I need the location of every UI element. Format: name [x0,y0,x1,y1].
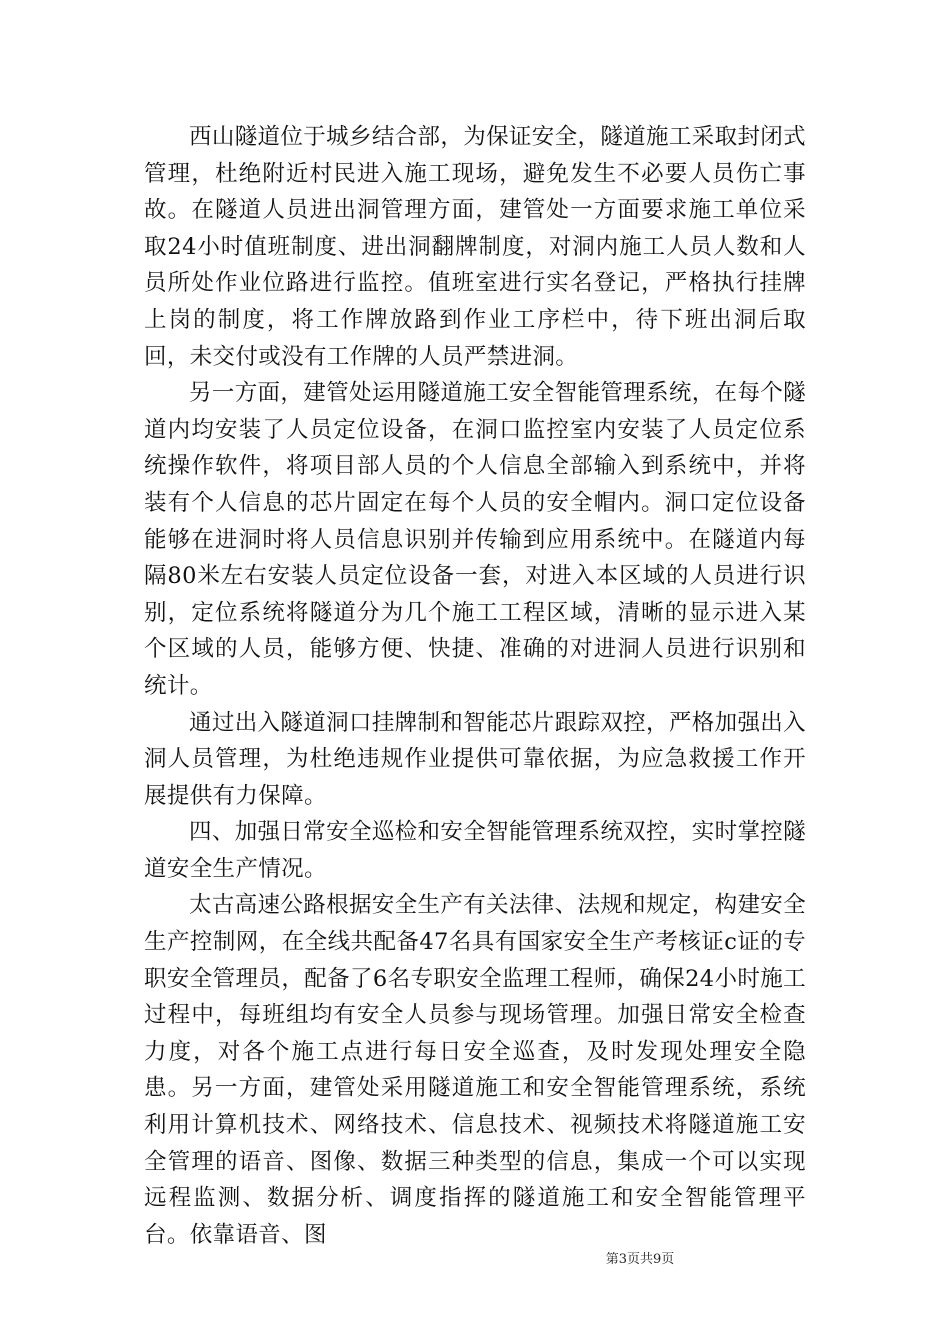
page-number: 第3页共9页 [605,1252,675,1267]
paragraph-1: 西山隧道位于城乡结合部，为保证安全，隧道施工采取封闭式管理，杜绝附近村民进入施工现场，避免发生不必要人员伤亡事故。在隧道人员进出洞管理方面，建管处一方面要求施工单位采取24小时值班制度、进出洞翻牌制度，对洞内施工人员人数和人员所处作业位路进行监控。值班室进行实名登记，严格执行挂牌上岗的制度，将工作牌放路到作业工序栏中，待下班出洞后取回，未交付或没有工作牌的人员严禁进洞。 [144,124,806,370]
paragraph-2: 另一方面，建管处运用隧道施工安全智能管理系统，在每个隧道内均安装了人员定位设备，在洞口监控室内安装了人员定位系统操作软件，将项目部人员的个人信息全部输入到系统中，并将装有个人信息的芯片固定在每个人员的安全帽内。洞口定位设备能够在进洞时将人员信息识别并传输到应用系统中。在隧道内每隔80米左右安装人员定位设备一套，对进入本区域的人员进行识别，定位系统将隧道分为几个施工工程区域，清晰的显示进入某个区域的人员，能够方便、快捷、准确的对进洞人员进行识别和统计。 [144,380,806,699]
section-heading-4: 四、加强日常安全巡检和安全智能管理系统双控，实时掌控隧道安全生产情况。 [144,819,806,882]
paragraph-3: 通过出入隧道洞口挂牌制和智能芯片跟踪双控，严格加强出入洞人员管理，为杜绝违规作业提供可靠依据，为应急救援工作开展提供有力保障。 [144,709,806,809]
document-body [144,119,806,1253]
paragraph-5: 太古高速公路根据安全生产有关法律、法规和规定，构建安全生产控制网，在全线共配备47名具有国家安全生产考核证c证的专职安全管理员，配备了6名专职安全监理工程师，确保24小时施工过程中，每班组均有安全人员参与现场管理。加强日常安全检查力度，对各个施工点进行每日安全巡查，及时发现处理安全隐患。另一方面，建管处采用隧道施工和安全智能管理系统，系统利用计算机技术、网络技术、信息技术、视频技术将隧道施工安全管理的语音、图像、数据三种类型的信息，集成一个可以实现远程监测、数据分析、调度指挥的隧道施工和安全智能管理平台。依靠语音、图 [144,892,806,1248]
